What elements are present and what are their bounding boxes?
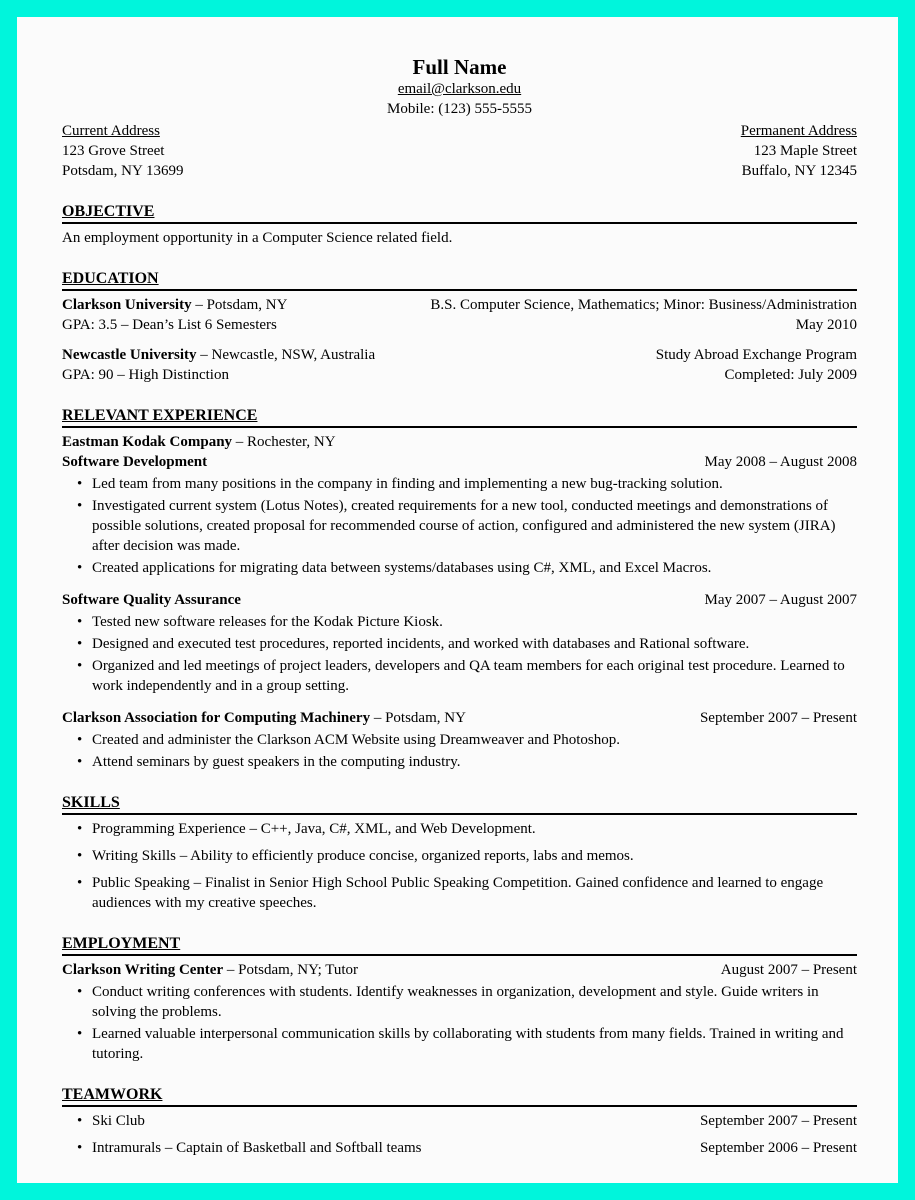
employment-entry-header	[62, 960, 857, 980]
current-address-label: Current Address	[62, 123, 160, 139]
experience-role	[62, 590, 857, 696]
section-objective	[62, 202, 857, 248]
teamwork-date: September 2007 – Present	[699, 1113, 857, 1129]
teamwork-activity: • Intramurals – Captain of Basketball and Softball teams	[92, 1140, 422, 1156]
employer-name: Clarkson Writing Center	[62, 962, 224, 978]
section-employment	[62, 934, 857, 1064]
teamwork-item	[92, 1111, 857, 1131]
employment-bullet-list	[62, 982, 857, 1064]
permanent-address	[741, 121, 857, 181]
bullet-item: • Led team from many positions in the company in finding and implementing a new bug-tracking solution.	[92, 474, 857, 494]
section-title-employment	[62, 934, 857, 956]
teamwork-list	[62, 1111, 857, 1158]
bullet-item: • Created applications for migrating data between systems/databases using C#, XML, and Excel Macros.	[92, 558, 857, 578]
experience-company-line	[62, 432, 857, 452]
permanent-address-label: Permanent Address	[740, 123, 857, 139]
section-title-text: SKILLS	[62, 794, 120, 811]
gpa: GPA: 90 – High Distinction	[62, 367, 229, 383]
experience-organization	[62, 708, 857, 772]
organization-name: Clarkson Association for Computing Machinery	[62, 710, 371, 726]
role-date: May 2008 – August 2008	[704, 454, 857, 470]
education-date: Completed: July 2009	[724, 367, 857, 383]
section-relevant-experience	[62, 406, 857, 772]
bullet-item: • Created and administer the Clarkson ACM Website using Dreamweaver and Photoshop.	[92, 730, 857, 750]
bullet-item: • Investigated current system (Lotus Notes), created requirements for a new tool, conducted meetings and demonstrations of possible solutions, created proposal for recommended course of action, configured and administered the new system (JIRA) after decision was made.	[92, 496, 857, 556]
resume-page	[17, 17, 898, 1183]
current-address-line: Potsdam, NY 13699	[62, 163, 184, 179]
permanent-address-line: 123 Maple Street	[753, 143, 857, 159]
section-title-text: TEAMWORK	[62, 1086, 163, 1103]
teamwork-activity: • Ski Club	[92, 1113, 145, 1129]
school-name: Clarkson University	[62, 297, 192, 313]
organization-line	[62, 708, 466, 728]
section-title-teamwork	[62, 1085, 857, 1107]
degree: B.S. Computer Science, Mathematics; Minor: Business/Administration	[430, 297, 857, 313]
section-title-text: EMPLOYMENT	[62, 935, 181, 952]
education-entry	[62, 345, 857, 385]
role-date: May 2007 – August 2007	[704, 592, 857, 608]
mobile-number: Mobile: (123) 555-5555	[387, 101, 532, 117]
email-link[interactable]: email@clarkson.edu	[397, 81, 522, 97]
school-line	[62, 295, 287, 315]
bullet-item: • Tested new software releases for the Kodak Picture Kiosk.	[92, 612, 857, 632]
education-entry	[62, 295, 857, 335]
email-row	[62, 79, 857, 99]
bullet-item: • Programming Experience – C++, Java, C#, XML, and Web Development.	[92, 819, 857, 839]
skills-bullet-list	[62, 819, 857, 913]
role-bullet-list	[62, 474, 857, 578]
company-location: – Rochester, NY	[232, 434, 336, 450]
bullet-item: • Organized and led meetings of project leaders, developers and QA team members for each original test procedure. Learned to work independently and in a group setting.	[92, 656, 857, 696]
permanent-address-line: Buffalo, NY 12345	[741, 163, 857, 179]
school-line	[62, 345, 375, 365]
bullet-item: • Learned valuable interpersonal communication skills by collaborating with students from many fields. Trained in writing and tutoring.	[92, 1024, 857, 1064]
teamwork-date: September 2006 – Present	[699, 1140, 857, 1156]
degree: Study Abroad Exchange Program	[655, 347, 857, 363]
school-location: – Potsdam, NY	[191, 297, 288, 313]
section-title-text: RELEVANT EXPERIENCE	[62, 407, 258, 424]
bullet-item: • Designed and executed test procedures, reported incidents, and worked with databases and Rational software.	[92, 634, 857, 654]
bullet-item: • Attend seminars by guest speakers in the computing industry.	[92, 752, 857, 772]
teamwork-item	[92, 1138, 857, 1158]
objective-text: An employment opportunity in a Computer Science related field.	[62, 230, 453, 246]
school-name: Newcastle University	[62, 347, 197, 363]
section-title-relevant-experience	[62, 406, 857, 428]
section-title-skills	[62, 793, 857, 815]
employer-location: – Potsdam, NY; Tutor	[223, 962, 359, 978]
address-block	[62, 121, 857, 181]
employer-line	[62, 960, 358, 980]
school-location: – Newcastle, NSW, Australia	[196, 347, 376, 363]
experience-role	[62, 452, 857, 578]
bullet-item: • Conduct writing conferences with students. Identify weaknesses in organization, development and style. Guide writers in solving the problems.	[92, 982, 857, 1022]
role-bullet-list	[62, 612, 857, 696]
section-title-objective	[62, 202, 857, 224]
current-address-line: 123 Grove Street	[62, 143, 165, 159]
organization-date: September 2007 – Present	[699, 710, 857, 726]
bullet-item: • Public Speaking – Finalist in Senior High School Public Speaking Competition. Gained confidence and learned to engage audiences with my creative speeches.	[92, 873, 857, 913]
role-title: Software Development	[62, 454, 208, 470]
organization-location: – Potsdam, NY	[370, 710, 466, 726]
organization-bullet-list	[62, 730, 857, 772]
education-date: May 2010	[795, 317, 857, 333]
section-title-education	[62, 269, 857, 291]
section-teamwork	[62, 1085, 857, 1158]
section-education	[62, 269, 857, 385]
section-title-text: OBJECTIVE	[62, 203, 155, 220]
bullet-item: • Writing Skills – Ability to efficiently produce concise, organized reports, labs and memos.	[92, 846, 857, 866]
full-name: Full Name	[412, 55, 507, 79]
current-address	[62, 121, 184, 181]
employment-date: August 2007 – Present	[720, 962, 857, 978]
gpa: GPA: 3.5 – Dean’s List 6 Semesters	[62, 317, 277, 333]
section-title-text: EDUCATION	[62, 270, 159, 287]
company-name: Eastman Kodak Company	[62, 434, 233, 450]
role-title: Software Quality Assurance	[62, 592, 241, 608]
section-skills	[62, 793, 857, 913]
